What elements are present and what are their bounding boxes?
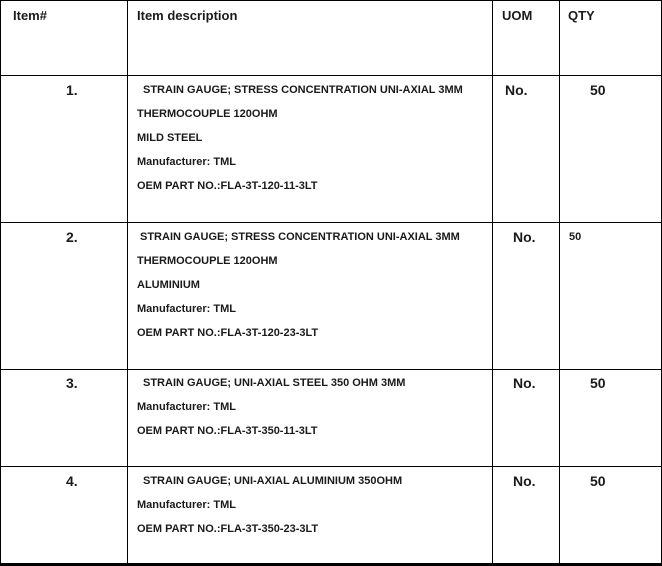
row-1-desc-line-2: THERMOCOUPLE 120OHM [137,108,278,120]
row-3-uom: No. [513,375,536,391]
row-4-item-number: 4. [66,473,78,489]
row-2-desc-line-4: Manufacturer: TML [137,303,236,315]
row-2-desc-line-2: THERMOCOUPLE 120OHM [137,255,278,267]
divider-col-2 [492,0,493,566]
divider-col-3 [559,0,560,566]
header-uom: UOM [502,8,533,23]
row-3-desc-line-2: Manufacturer: TML [137,401,236,413]
border-left [0,0,1,566]
row-1-desc-line-4: Manufacturer: TML [137,156,236,168]
row-4-desc-line-3: OEM PART NO.:FLA-3T-350-23-3LT [137,523,319,535]
row-1-uom: No. [505,82,528,98]
row-3-desc-line-3: OEM PART NO.:FLA-3T-350-11-3LT [137,425,318,437]
divider-row-2 [0,369,662,370]
row-3-qty: 50 [590,375,606,391]
row-2-desc-line-3: ALUMINIUM [137,279,200,291]
row-1-desc-line-1: STRAIN GAUGE; STRESS CONCENTRATION UNI-AXIAL 3MM [143,84,463,96]
row-1-desc-line-3: MILD STEEL [137,132,203,144]
row-4-desc-line-1: STRAIN GAUGE; UNI-AXIAL ALUMINIUM 350OHM [143,475,403,487]
row-2-item-number: 2. [66,229,78,245]
divider-row-3 [0,466,662,467]
row-1-desc-line-5: OEM PART NO.:FLA-3T-120-11-3LT [137,180,318,192]
header-qty: QTY [568,8,595,23]
row-3-item-number: 3. [66,375,78,391]
row-1-qty: 50 [590,82,606,98]
row-2-desc-line-5: OEM PART NO.:FLA-3T-120-23-3LT [137,327,319,339]
row-1-item-number: 1. [66,82,78,98]
row-4-uom: No. [513,473,536,489]
divider-row-1 [0,222,662,223]
header-item-number: Item# [13,8,47,23]
row-2-uom: No. [513,229,536,245]
row-4-qty: 50 [590,473,606,489]
row-2-qty: 50 [569,231,582,243]
divider-header [0,75,662,76]
border-top [0,0,662,1]
header-item-description: Item description [137,8,238,23]
divider-col-1 [127,0,128,566]
row-3-desc-line-1: STRAIN GAUGE; UNI-AXIAL STEEL 350 OHM 3MM [143,377,406,389]
row-4-desc-line-2: Manufacturer: TML [137,499,236,511]
row-2-desc-line-1: STRAIN GAUGE; STRESS CONCENTRATION UNI-AXIAL 3MM [140,231,460,243]
